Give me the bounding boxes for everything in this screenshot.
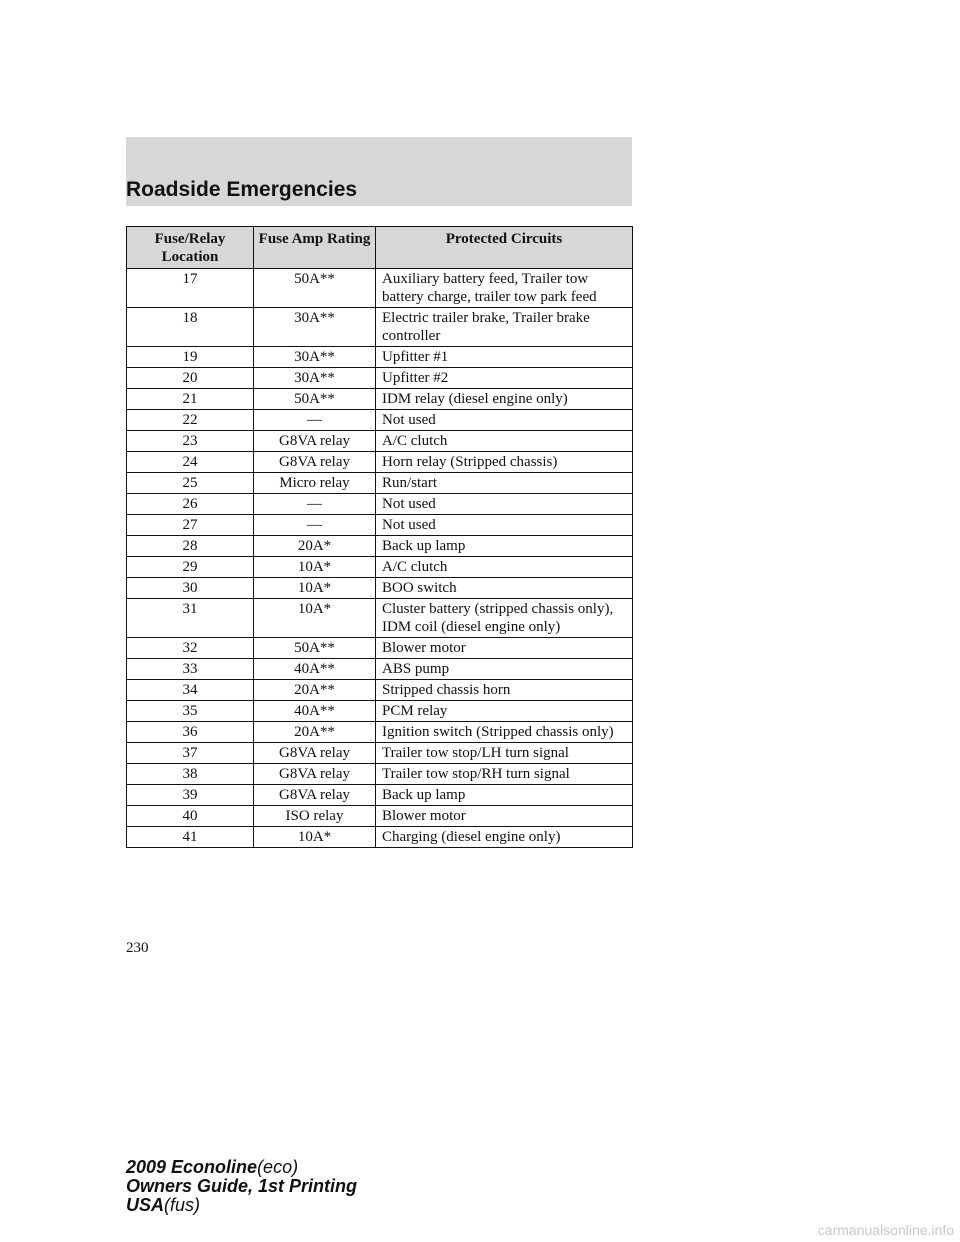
table-row bbox=[127, 722, 633, 743]
cell-location: 23 bbox=[127, 431, 254, 452]
cell-rating: 50A** bbox=[254, 269, 376, 308]
cell-rating: 10A* bbox=[254, 827, 376, 848]
cell-location: 30 bbox=[127, 578, 254, 599]
cell-circuits: Auxiliary battery feed, Trailer tow battery charge, trailer tow park feed bbox=[376, 269, 633, 308]
table-row bbox=[127, 494, 633, 515]
page-number: 230 bbox=[126, 940, 149, 956]
cell-circuits: A/C clutch bbox=[376, 557, 633, 578]
cell-rating: ISO relay bbox=[254, 806, 376, 827]
table-row bbox=[127, 638, 633, 659]
cell-circuits: Not used bbox=[376, 494, 633, 515]
cell-circuits: Horn relay (Stripped chassis) bbox=[376, 452, 633, 473]
table-row bbox=[127, 599, 633, 638]
cell-circuits: ABS pump bbox=[376, 659, 633, 680]
cell-circuits: BOO switch bbox=[376, 578, 633, 599]
cell-rating: — bbox=[254, 494, 376, 515]
table-row bbox=[127, 764, 633, 785]
table-row bbox=[127, 269, 633, 308]
cell-circuits: Blower motor bbox=[376, 638, 633, 659]
table-row bbox=[127, 368, 633, 389]
cell-rating: 40A** bbox=[254, 659, 376, 680]
cell-location: 24 bbox=[127, 452, 254, 473]
cell-location: 22 bbox=[127, 410, 254, 431]
cell-circuits: A/C clutch bbox=[376, 431, 633, 452]
cell-rating: 10A* bbox=[254, 599, 376, 638]
cell-location: 35 bbox=[127, 701, 254, 722]
cell-circuits: Back up lamp bbox=[376, 785, 633, 806]
cell-circuits: Run/start bbox=[376, 473, 633, 494]
column-header-circuits: Protected Circuits bbox=[376, 227, 633, 269]
table-row bbox=[127, 806, 633, 827]
cell-circuits: Blower motor bbox=[376, 806, 633, 827]
cell-rating: 30A** bbox=[254, 347, 376, 368]
cell-rating: 10A* bbox=[254, 578, 376, 599]
cell-location: 20 bbox=[127, 368, 254, 389]
cell-location: 25 bbox=[127, 473, 254, 494]
cell-rating: 20A** bbox=[254, 680, 376, 701]
cell-circuits: PCM relay bbox=[376, 701, 633, 722]
cell-location: 27 bbox=[127, 515, 254, 536]
cell-circuits: IDM relay (diesel engine only) bbox=[376, 389, 633, 410]
table-row bbox=[127, 389, 633, 410]
cell-circuits: Trailer tow stop/LH turn signal bbox=[376, 743, 633, 764]
table-header-row bbox=[127, 227, 633, 269]
cell-circuits: Not used bbox=[376, 410, 633, 431]
table-row bbox=[127, 431, 633, 452]
cell-rating: 30A** bbox=[254, 308, 376, 347]
column-header-location: Fuse/Relay Location bbox=[127, 227, 254, 269]
cell-circuits: Ignition switch (Stripped chassis only) bbox=[376, 722, 633, 743]
cell-circuits: Cluster battery (stripped chassis only), IDM coil (diesel engine only) bbox=[376, 599, 633, 638]
cell-location: 19 bbox=[127, 347, 254, 368]
table-row bbox=[127, 680, 633, 701]
table-body bbox=[127, 269, 633, 848]
cell-location: 17 bbox=[127, 269, 254, 308]
cell-rating: G8VA relay bbox=[254, 743, 376, 764]
cell-circuits: Back up lamp bbox=[376, 536, 633, 557]
cell-location: 31 bbox=[127, 599, 254, 638]
cell-rating: Micro relay bbox=[254, 473, 376, 494]
watermark: carmanualsonline.info bbox=[817, 1222, 954, 1238]
footer-line-model: 2009 Econoline(eco) bbox=[126, 1157, 299, 1177]
cell-rating: 40A** bbox=[254, 701, 376, 722]
cell-circuits: Upfitter #2 bbox=[376, 368, 633, 389]
cell-rating: 20A* bbox=[254, 536, 376, 557]
column-header-rating: Fuse Amp Rating bbox=[254, 227, 376, 269]
cell-circuits: Upfitter #1 bbox=[376, 347, 633, 368]
table-row bbox=[127, 452, 633, 473]
cell-rating: G8VA relay bbox=[254, 764, 376, 785]
footer-line-region: USA(fus) bbox=[126, 1195, 201, 1215]
table-row bbox=[127, 578, 633, 599]
table-row bbox=[127, 701, 633, 722]
table-row bbox=[127, 557, 633, 578]
table-row bbox=[127, 743, 633, 764]
fuse-table bbox=[126, 226, 633, 848]
cell-circuits: Electric trailer brake, Trailer brake controller bbox=[376, 308, 633, 347]
cell-rating: 10A* bbox=[254, 557, 376, 578]
cell-location: 33 bbox=[127, 659, 254, 680]
cell-location: 37 bbox=[127, 743, 254, 764]
footer-line-printing: Owners Guide, 1st Printing bbox=[126, 1176, 358, 1196]
cell-location: 34 bbox=[127, 680, 254, 701]
cell-location: 29 bbox=[127, 557, 254, 578]
table-row bbox=[127, 659, 633, 680]
cell-rating: 50A** bbox=[254, 638, 376, 659]
cell-location: 41 bbox=[127, 827, 254, 848]
cell-location: 38 bbox=[127, 764, 254, 785]
table-row bbox=[127, 347, 633, 368]
cell-rating: 50A** bbox=[254, 389, 376, 410]
cell-location: 26 bbox=[127, 494, 254, 515]
cell-rating: G8VA relay bbox=[254, 785, 376, 806]
cell-location: 28 bbox=[127, 536, 254, 557]
cell-circuits: Trailer tow stop/RH turn signal bbox=[376, 764, 633, 785]
cell-location: 32 bbox=[127, 638, 254, 659]
cell-location: 40 bbox=[127, 806, 254, 827]
table-row bbox=[127, 827, 633, 848]
print-footer bbox=[126, 1158, 357, 1215]
cell-location: 21 bbox=[127, 389, 254, 410]
section-title: Roadside Emergencies bbox=[126, 178, 358, 201]
table-row bbox=[127, 536, 633, 557]
cell-location: 36 bbox=[127, 722, 254, 743]
cell-circuits: Charging (diesel engine only) bbox=[376, 827, 633, 848]
table-row bbox=[127, 308, 633, 347]
cell-location: 39 bbox=[127, 785, 254, 806]
table-row bbox=[127, 410, 633, 431]
cell-rating: 30A** bbox=[254, 368, 376, 389]
cell-circuits: Stripped chassis horn bbox=[376, 680, 633, 701]
cell-rating: 20A** bbox=[254, 722, 376, 743]
cell-rating: — bbox=[254, 410, 376, 431]
table-row bbox=[127, 473, 633, 494]
cell-rating: G8VA relay bbox=[254, 452, 376, 473]
cell-rating: — bbox=[254, 515, 376, 536]
table-row bbox=[127, 785, 633, 806]
cell-rating: G8VA relay bbox=[254, 431, 376, 452]
cell-location: 18 bbox=[127, 308, 254, 347]
cell-circuits: Not used bbox=[376, 515, 633, 536]
table-row bbox=[127, 515, 633, 536]
